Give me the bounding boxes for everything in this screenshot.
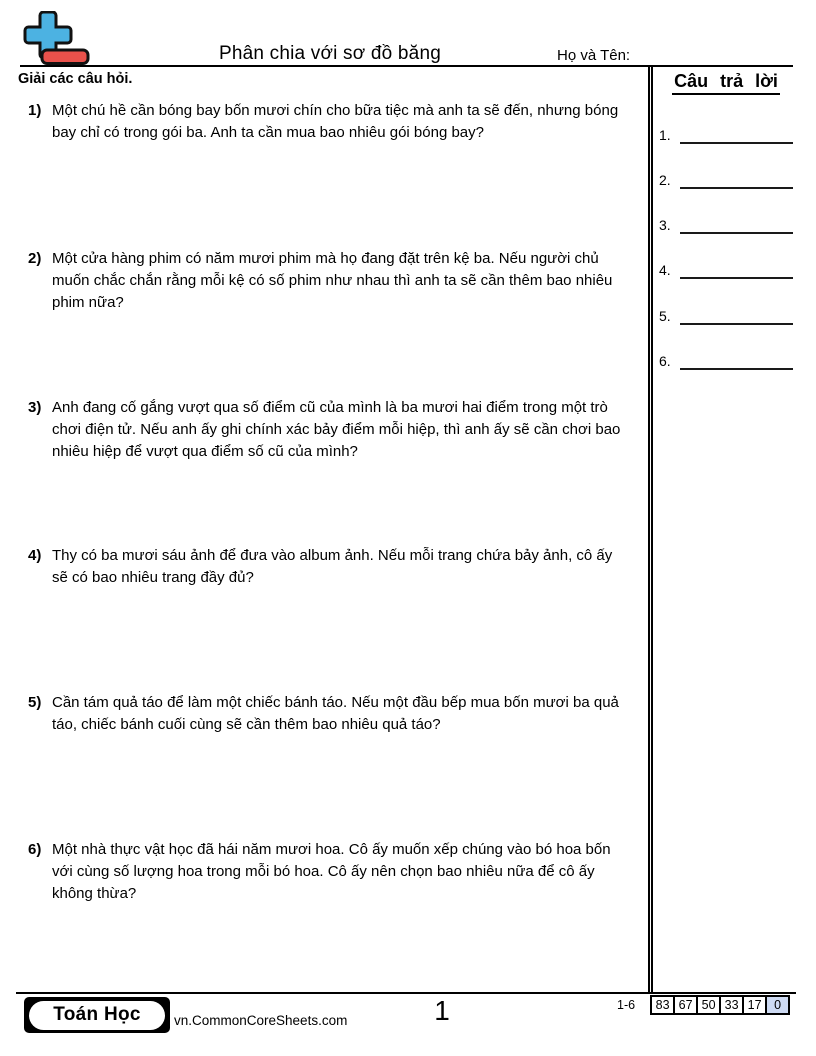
score-cell: 50	[696, 997, 719, 1013]
question-number: 2)	[28, 250, 42, 267]
question-text: Một chú hề cần bóng bay bốn mươi chín cho bữa tiệc mà anh ta sẽ đến, nhưng bóng bay chỉ có trong gói ba. Anh ta cần mua bao nhiêu gói bóng bay?	[52, 102, 619, 141]
score-cell: 33	[719, 997, 742, 1013]
score-cell: 67	[673, 997, 696, 1013]
question-item-1	[28, 100, 642, 144]
question-item-6	[28, 839, 642, 905]
answer-number: 2.	[659, 172, 671, 188]
answer-row-6	[659, 351, 793, 370]
question-number: 6)	[28, 841, 42, 858]
question-text: Một nhà thực vật học đã hái năm mươi hoa. Cô ấy muốn xếp chúng vào bó hoa bốn với cùng số lượng hoa trong mỗi bó hoa. Cô ấy nên chọn bao nhiêu nữa để cô ấy không thừa?	[52, 841, 611, 902]
score-table	[617, 995, 790, 1015]
subject-badge-label: Toán Học	[29, 1001, 165, 1030]
answers-heading-text: Câu trả lời	[672, 71, 780, 95]
answer-blank-line	[680, 170, 793, 189]
score-cell: 83	[652, 997, 673, 1013]
answer-row-3	[659, 215, 793, 234]
answer-number: 4.	[659, 262, 671, 278]
answer-number: 5.	[659, 308, 671, 324]
answer-row-5	[659, 306, 793, 325]
answer-blank-line	[680, 260, 793, 279]
question-text: Cần tám quả táo để làm một chiếc bánh táo. Nếu một đầu bếp mua bốn mươi ba quả táo, chiếc bánh cuối cùng sẽ cần thêm bao nhiêu quả táo?	[52, 694, 619, 733]
score-cell: 17	[742, 997, 765, 1013]
answer-blank-line	[680, 306, 793, 325]
question-text: Một cửa hàng phim có năm mươi phim mà họ đang đặt trên kệ ba. Nếu người chủ muốn chắc chắn rằng mỗi kệ có số phim như nhau thì anh ta sẽ cần thêm bao nhiêu phim nữa?	[52, 250, 613, 311]
score-cell-highlighted: 0	[765, 997, 788, 1013]
subject-badge	[24, 997, 170, 1033]
question-number: 3)	[28, 399, 42, 416]
question-number: 1)	[28, 102, 42, 119]
answer-row-4	[659, 260, 793, 279]
answer-row-2	[659, 170, 793, 189]
answer-number: 6.	[659, 353, 671, 369]
answer-blank-line	[680, 125, 793, 144]
answer-number: 3.	[659, 217, 671, 233]
question-item-5	[28, 692, 642, 736]
question-item-2	[28, 248, 642, 314]
answer-blank-line	[680, 215, 793, 234]
website-url: vn.CommonCoreSheets.com	[174, 1013, 348, 1028]
question-number: 4)	[28, 547, 42, 564]
question-number: 5)	[28, 694, 42, 711]
instructions-text: Giải các câu hỏi.	[18, 71, 133, 87]
question-text: Anh đang cố gắng vượt qua số điểm cũ của mình là ba mươi hai điểm trong một trò chơi điện tử. Nếu anh ấy ghi chính xác bảy điểm mỗi hiệp, thì anh ấy sẽ cần chơi bao nhiêu hiệp để vượt qua điểm số cũ của mình?	[52, 399, 621, 460]
name-field-label: Họ và Tên:	[557, 47, 631, 64]
page-number: 1	[434, 995, 450, 1026]
score-range-label: 1-6	[617, 998, 636, 1012]
answer-column-divider	[648, 67, 653, 993]
answer-number: 1.	[659, 127, 671, 143]
question-text: Thy có ba mươi sáu ảnh để đưa vào album ảnh. Nếu mỗi trang chứa bảy ảnh, cô ấy sẽ có bao nhiêu trang đầy đủ?	[52, 547, 613, 586]
answers-heading	[656, 71, 796, 95]
question-item-3	[28, 397, 642, 463]
footer-divider	[16, 992, 796, 994]
header-divider	[20, 65, 793, 67]
question-item-4	[28, 545, 642, 589]
score-cells	[650, 995, 790, 1015]
worksheet-title: Phân chia với sơ đồ băng	[219, 43, 441, 64]
answer-row-1	[659, 125, 793, 144]
answer-blank-line	[680, 351, 793, 370]
